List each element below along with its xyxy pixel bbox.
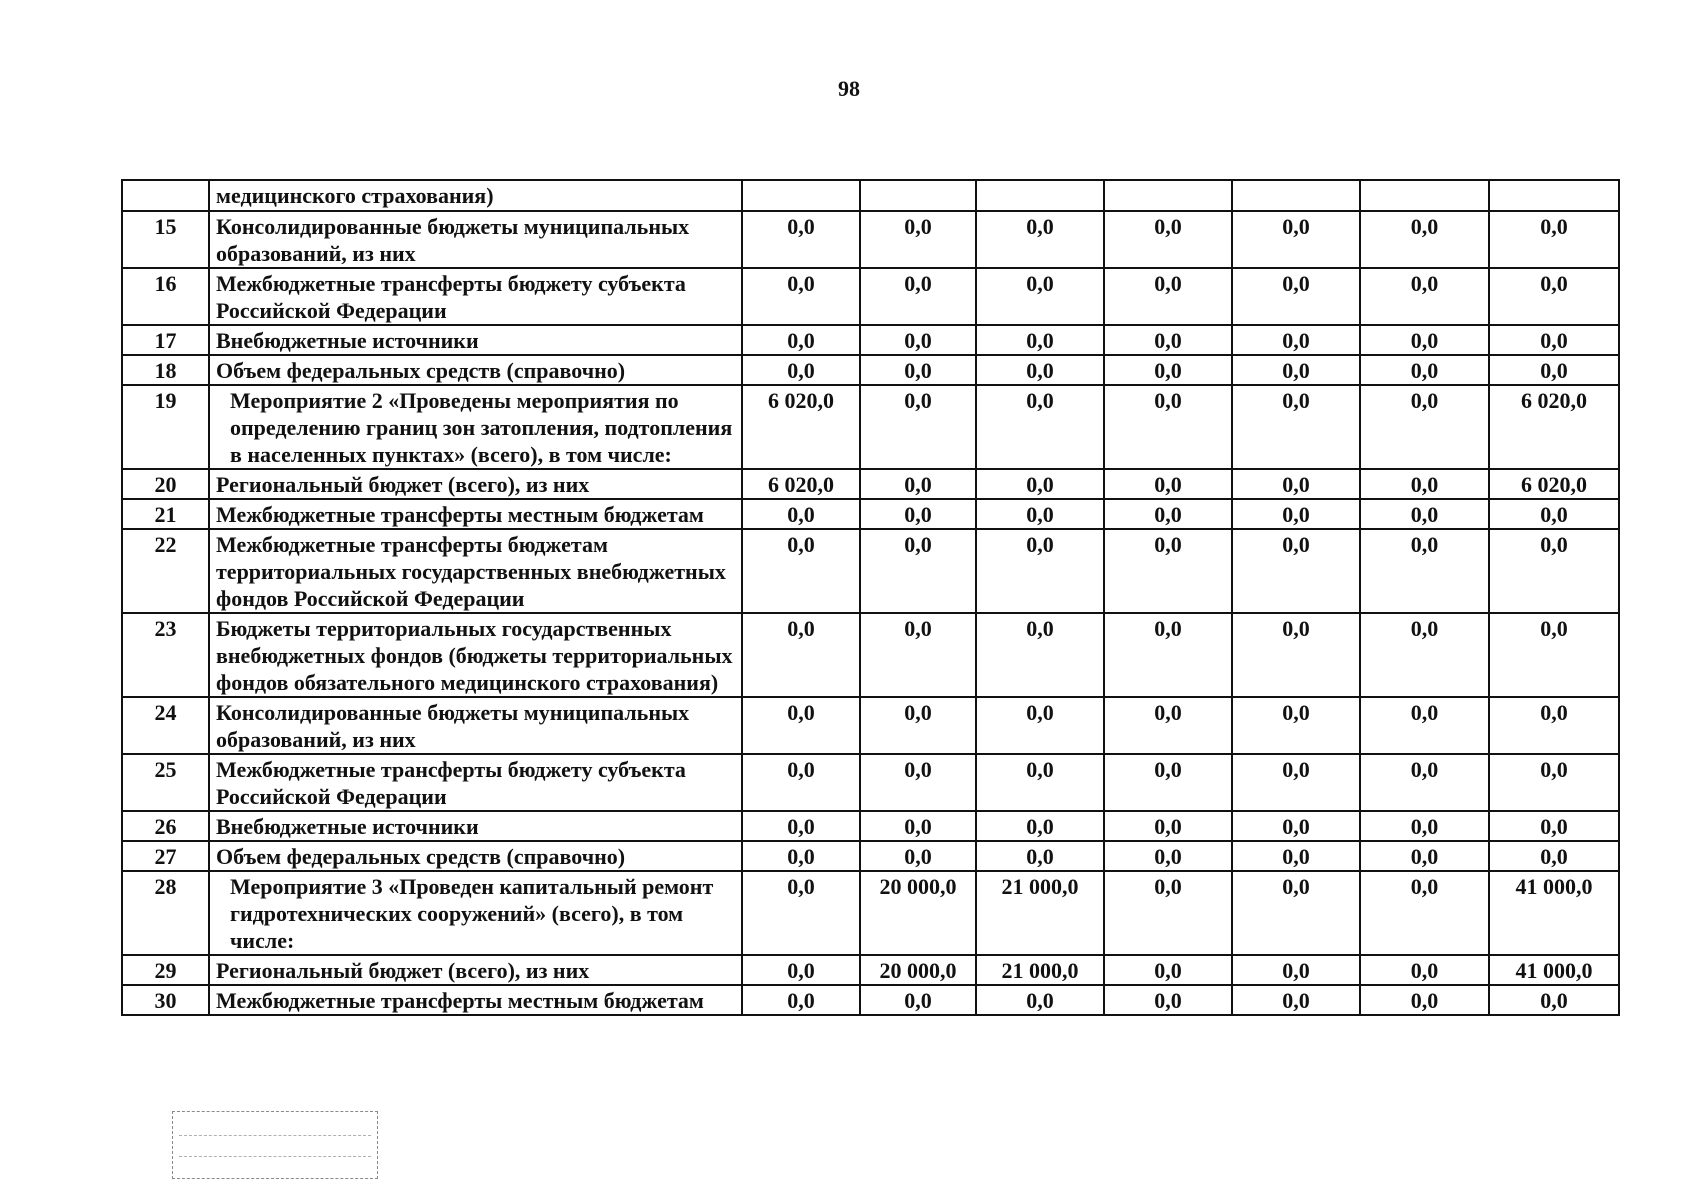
value-cell: 0,0: [860, 841, 976, 871]
value-cell: 0,0: [976, 754, 1104, 811]
value-cell: 0,0: [1104, 469, 1232, 499]
value-cell: 0,0: [1360, 955, 1489, 985]
value-cell: 0,0: [742, 499, 860, 529]
row-number-cell: 17: [122, 325, 209, 355]
table-row: [122, 811, 1619, 841]
value-cell: 0,0: [1489, 499, 1619, 529]
value-cell: 0,0: [1360, 325, 1489, 355]
value-cell: 0,0: [1489, 841, 1619, 871]
value-cell: 0,0: [1104, 499, 1232, 529]
table-row: [122, 985, 1619, 1015]
value-cell: 0,0: [860, 469, 976, 499]
value-cell: 0,0: [1104, 211, 1232, 268]
table-row: [122, 841, 1619, 871]
value-cell: 0,0: [860, 268, 976, 325]
row-number-cell: 22: [122, 529, 209, 613]
row-number-cell: 15: [122, 211, 209, 268]
row-label-cell: медицинского страхования): [209, 180, 742, 211]
value-cell: 0,0: [860, 385, 976, 469]
value-cell: 0,0: [1360, 529, 1489, 613]
value-cell: 0,0: [1232, 985, 1360, 1015]
value-cell: 41 000,0: [1489, 871, 1619, 955]
value-cell: 0,0: [1232, 385, 1360, 469]
value-cell: 6 020,0: [742, 469, 860, 499]
value-cell: 0,0: [1489, 268, 1619, 325]
row-label-cell: Объем федеральных средств (справочно): [209, 841, 742, 871]
row-label-cell: Мероприятие 2 «Проведены мероприятия по определению границ зон затопления, подтопления в населенных пунктах» (всего), в том числе:: [209, 385, 742, 469]
value-cell: 0,0: [1104, 811, 1232, 841]
value-cell: 0,0: [976, 613, 1104, 697]
table-row: [122, 613, 1619, 697]
value-cell: 0,0: [976, 325, 1104, 355]
value-cell: 0,0: [1489, 613, 1619, 697]
value-cell: 0,0: [1104, 529, 1232, 613]
value-cell: 0,0: [1489, 754, 1619, 811]
value-cell: 0,0: [860, 811, 976, 841]
table-body: [122, 180, 1619, 1015]
row-number-cell: 24: [122, 697, 209, 754]
value-cell: 0,0: [1360, 499, 1489, 529]
value-cell: 0,0: [742, 697, 860, 754]
value-cell: 0,0: [1232, 754, 1360, 811]
row-label-cell: Внебюджетные источники: [209, 325, 742, 355]
value-cell: 0,0: [742, 325, 860, 355]
row-number-cell: 27: [122, 841, 209, 871]
table-row: [122, 499, 1619, 529]
row-label-cell: Объем федеральных средств (справочно): [209, 355, 742, 385]
value-cell: 0,0: [1360, 985, 1489, 1015]
value-cell: 0,0: [1104, 841, 1232, 871]
value-cell: 0,0: [1232, 355, 1360, 385]
value-cell: 0,0: [742, 985, 860, 1015]
table-row: [122, 355, 1619, 385]
value-cell: 0,0: [1104, 754, 1232, 811]
value-cell: 0,0: [1360, 355, 1489, 385]
value-cell: 0,0: [1232, 325, 1360, 355]
value-cell: 0,0: [860, 325, 976, 355]
value-cell: 0,0: [1232, 871, 1360, 955]
row-label-cell: Внебюджетные источники: [209, 811, 742, 841]
table-row: [122, 697, 1619, 754]
value-cell: 0,0: [976, 355, 1104, 385]
value-cell: 0,0: [860, 754, 976, 811]
table-row: [122, 529, 1619, 613]
row-number-cell: 30: [122, 985, 209, 1015]
value-cell: 21 000,0: [976, 955, 1104, 985]
value-cell: [1360, 180, 1489, 211]
value-cell: 0,0: [1232, 529, 1360, 613]
value-cell: 0,0: [1232, 469, 1360, 499]
value-cell: 0,0: [1360, 469, 1489, 499]
value-cell: 0,0: [1232, 697, 1360, 754]
value-cell: 0,0: [742, 613, 860, 697]
value-cell: 0,0: [1489, 985, 1619, 1015]
value-cell: 0,0: [1360, 697, 1489, 754]
value-cell: 0,0: [1104, 697, 1232, 754]
value-cell: [1104, 180, 1232, 211]
row-number-cell: 20: [122, 469, 209, 499]
table-row: [122, 754, 1619, 811]
value-cell: 0,0: [1104, 325, 1232, 355]
document-stamp: [172, 1111, 378, 1179]
value-cell: 6 020,0: [742, 385, 860, 469]
value-cell: 0,0: [742, 211, 860, 268]
table-row: [122, 871, 1619, 955]
stamp-line: [179, 1115, 371, 1136]
table-row: [122, 955, 1619, 985]
table-row: [122, 325, 1619, 355]
value-cell: 0,0: [1489, 211, 1619, 268]
value-cell: 0,0: [742, 529, 860, 613]
row-number-cell: [122, 180, 209, 211]
value-cell: 0,0: [742, 841, 860, 871]
value-cell: 0,0: [1104, 871, 1232, 955]
stamp-line: [179, 1157, 371, 1175]
value-cell: 0,0: [1232, 499, 1360, 529]
row-label-cell: Мероприятие 3 «Проведен капитальный ремонт гидротехнических сооружений» (всего), в том числе:: [209, 871, 742, 955]
value-cell: 0,0: [1360, 841, 1489, 871]
value-cell: 0,0: [742, 268, 860, 325]
row-label-cell: Межбюджетные трансферты местным бюджетам: [209, 499, 742, 529]
value-cell: 0,0: [1232, 841, 1360, 871]
value-cell: 0,0: [1360, 754, 1489, 811]
row-number-cell: 28: [122, 871, 209, 955]
row-number-cell: 19: [122, 385, 209, 469]
value-cell: 0,0: [1489, 811, 1619, 841]
row-number-cell: 23: [122, 613, 209, 697]
value-cell: 0,0: [976, 985, 1104, 1015]
value-cell: 0,0: [1104, 385, 1232, 469]
value-cell: 0,0: [1232, 955, 1360, 985]
value-cell: 0,0: [1489, 697, 1619, 754]
value-cell: 20 000,0: [860, 955, 976, 985]
table-row: [122, 385, 1619, 469]
value-cell: 0,0: [1232, 811, 1360, 841]
value-cell: 0,0: [742, 871, 860, 955]
row-label-cell: Бюджеты территориальных государственных внебюджетных фондов (бюджеты территориальных фондов обязательного медицинского страхования): [209, 613, 742, 697]
value-cell: 0,0: [860, 211, 976, 268]
value-cell: 21 000,0: [976, 871, 1104, 955]
row-label-cell: Региональный бюджет (всего), из них: [209, 469, 742, 499]
value-cell: 0,0: [1360, 211, 1489, 268]
row-label-cell: Межбюджетные трансферты местным бюджетам: [209, 985, 742, 1015]
value-cell: 0,0: [742, 811, 860, 841]
value-cell: 0,0: [1104, 613, 1232, 697]
value-cell: 6 020,0: [1489, 469, 1619, 499]
stamp-line: [179, 1136, 371, 1157]
value-cell: 0,0: [742, 355, 860, 385]
row-label-cell: Консолидированные бюджеты муниципальных образований, из них: [209, 211, 742, 268]
row-number-cell: 29: [122, 955, 209, 985]
value-cell: 0,0: [860, 355, 976, 385]
value-cell: 0,0: [742, 955, 860, 985]
value-cell: [1232, 180, 1360, 211]
value-cell: 0,0: [860, 697, 976, 754]
row-number-cell: 26: [122, 811, 209, 841]
table-row: [122, 268, 1619, 325]
value-cell: 0,0: [1360, 268, 1489, 325]
row-label-cell: Межбюджетные трансферты бюджетам территориальных государственных внебюджетных фондов Российской Федерации: [209, 529, 742, 613]
value-cell: 0,0: [976, 499, 1104, 529]
value-cell: 6 020,0: [1489, 385, 1619, 469]
row-number-cell: 18: [122, 355, 209, 385]
value-cell: 20 000,0: [860, 871, 976, 955]
value-cell: 0,0: [976, 268, 1104, 325]
value-cell: 0,0: [1104, 985, 1232, 1015]
value-cell: [1489, 180, 1619, 211]
row-number-cell: 25: [122, 754, 209, 811]
value-cell: 0,0: [1104, 355, 1232, 385]
value-cell: 0,0: [1360, 871, 1489, 955]
value-cell: [976, 180, 1104, 211]
value-cell: 0,0: [1489, 529, 1619, 613]
value-cell: 0,0: [976, 811, 1104, 841]
row-label-cell: Региональный бюджет (всего), из них: [209, 955, 742, 985]
value-cell: 0,0: [1360, 613, 1489, 697]
value-cell: 0,0: [976, 211, 1104, 268]
value-cell: 0,0: [1232, 211, 1360, 268]
value-cell: [860, 180, 976, 211]
value-cell: 0,0: [976, 469, 1104, 499]
value-cell: [742, 180, 860, 211]
value-cell: 0,0: [1489, 325, 1619, 355]
row-label-cell: Консолидированные бюджеты муниципальных образований, из них: [209, 697, 742, 754]
row-label-cell: Межбюджетные трансферты бюджету субъекта Российской Федерации: [209, 754, 742, 811]
value-cell: 0,0: [742, 754, 860, 811]
page-number: 98: [838, 76, 860, 101]
row-number-cell: 21: [122, 499, 209, 529]
value-cell: 0,0: [976, 697, 1104, 754]
table-row: [122, 469, 1619, 499]
value-cell: 0,0: [976, 385, 1104, 469]
row-number-cell: 16: [122, 268, 209, 325]
value-cell: 0,0: [860, 985, 976, 1015]
value-cell: 0,0: [1360, 811, 1489, 841]
value-cell: 0,0: [860, 529, 976, 613]
value-cell: 0,0: [1360, 385, 1489, 469]
budget-table: [121, 179, 1620, 1016]
value-cell: 0,0: [976, 529, 1104, 613]
value-cell: 0,0: [1232, 268, 1360, 325]
value-cell: 0,0: [976, 841, 1104, 871]
table-row: [122, 211, 1619, 268]
row-label-cell: Межбюджетные трансферты бюджету субъекта Российской Федерации: [209, 268, 742, 325]
value-cell: 0,0: [1232, 613, 1360, 697]
continued-row: [122, 180, 1619, 211]
value-cell: 0,0: [1104, 955, 1232, 985]
value-cell: 0,0: [1104, 268, 1232, 325]
value-cell: 0,0: [1489, 355, 1619, 385]
value-cell: 0,0: [860, 613, 976, 697]
value-cell: 41 000,0: [1489, 955, 1619, 985]
value-cell: 0,0: [860, 499, 976, 529]
